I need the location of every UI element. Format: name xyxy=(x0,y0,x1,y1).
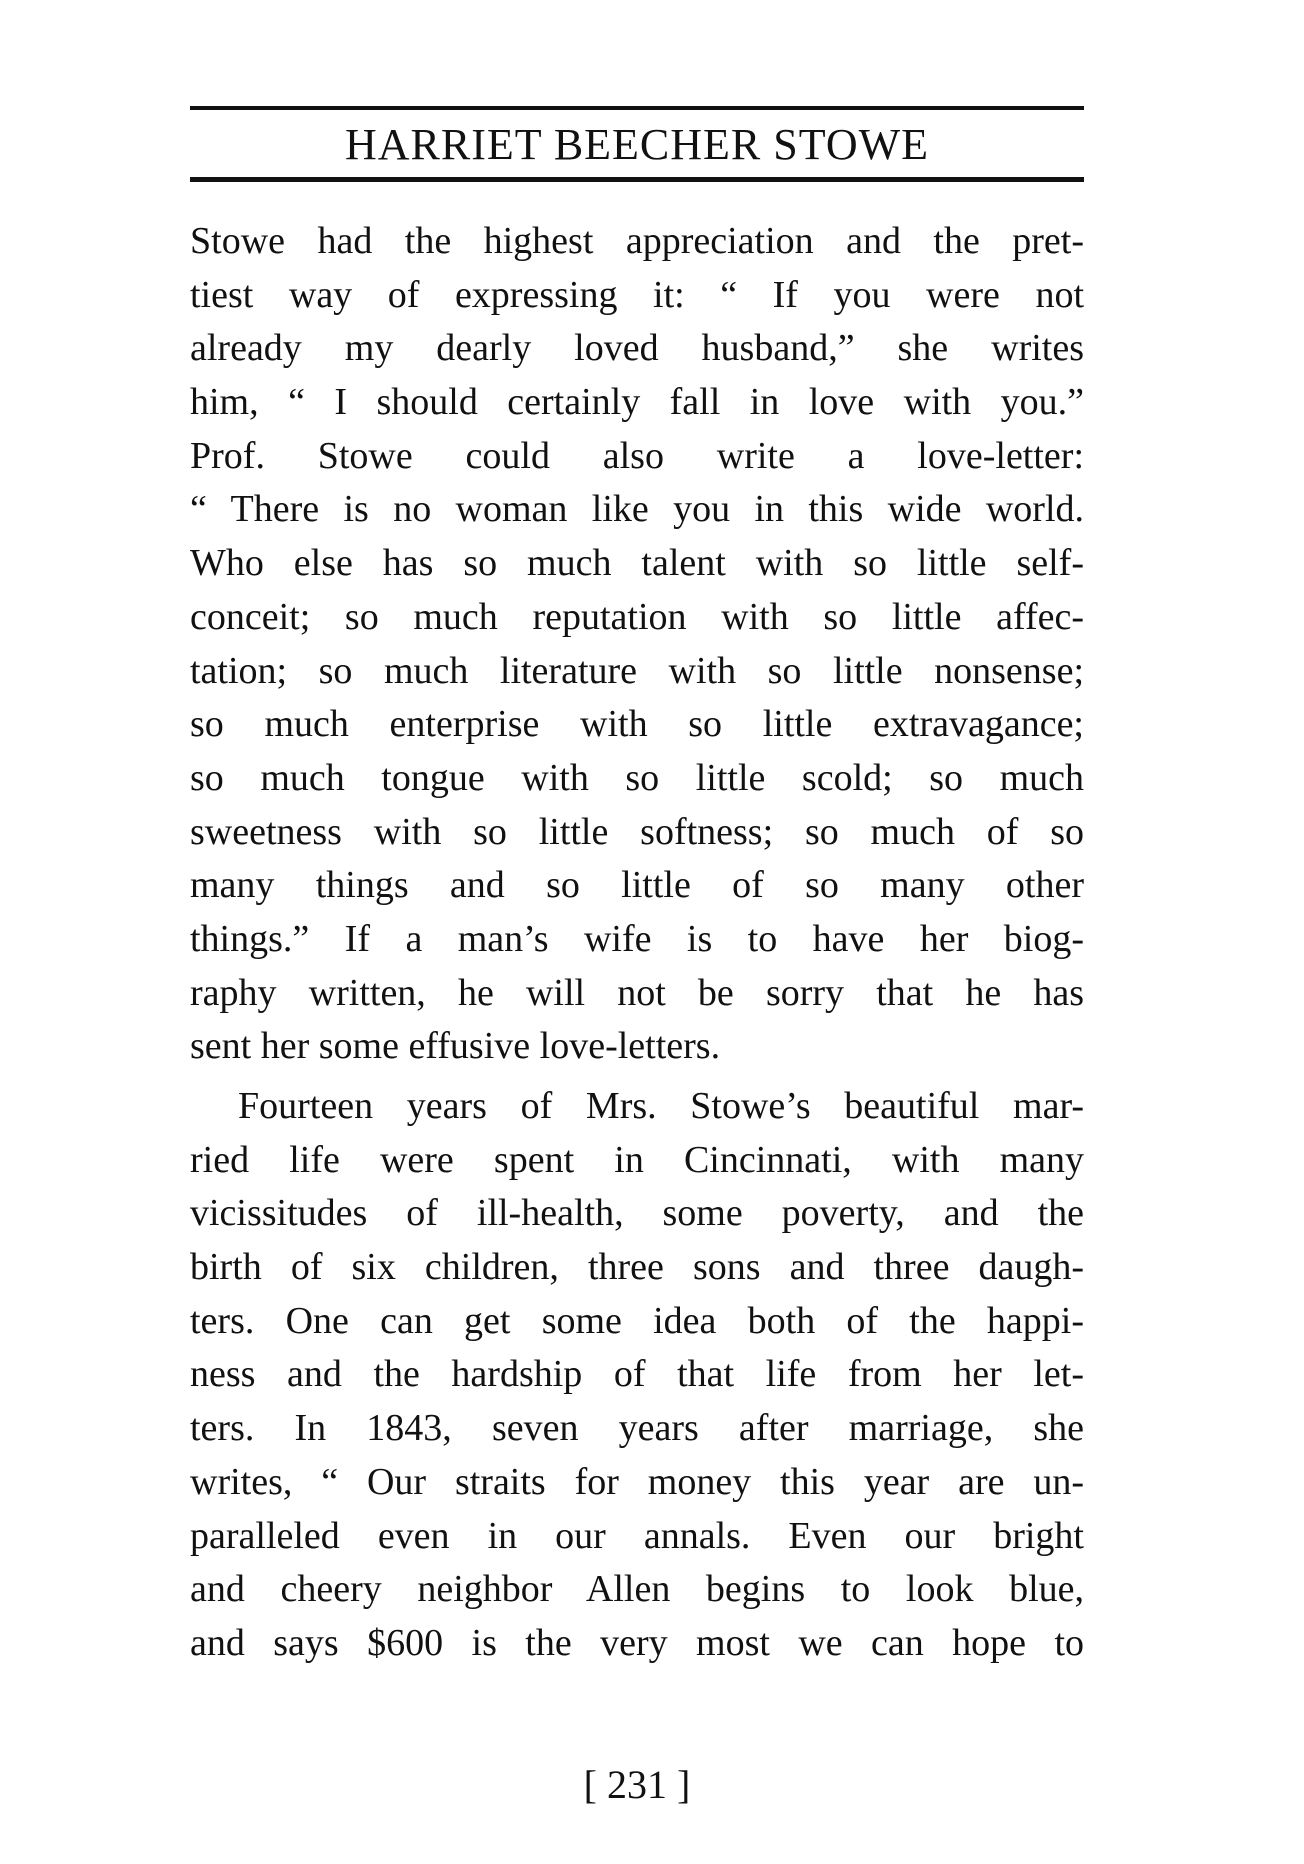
text-line: many things and so little of so many other xyxy=(190,864,1084,907)
text-line: tation; so much literature with so little nonsense; xyxy=(190,649,1084,692)
text-line: ters. In 1843, seven years after marriage, she xyxy=(190,1407,1084,1450)
text-line: ters. One can get some idea both of the happi- xyxy=(190,1299,1084,1342)
text-line: conceit; so much reputation with so little affec- xyxy=(190,595,1084,638)
page-number: [ 231 ] xyxy=(583,1762,691,1807)
text-line: and says $600 is the very most we can hope to xyxy=(190,1621,1084,1664)
text-line: raphy written, he will not be sorry that he has xyxy=(190,971,1084,1014)
text-line: and cheery neighbor Allen begins to look blue, xyxy=(190,1568,1084,1611)
paragraph-2 xyxy=(190,1080,1084,1671)
text-line: paralleled even in our annals. Even our bright xyxy=(190,1514,1084,1557)
text-line: Who else has so much talent with so little self- xyxy=(190,542,1084,585)
text-line: “ There is no woman like you in this wide world. xyxy=(190,488,1084,531)
text-line: things.” If a man’s wife is to have her biog- xyxy=(190,917,1084,960)
text-line: Fourteen years of Mrs. Stowe’s beautiful mar- xyxy=(238,1085,1084,1127)
paragraph-1 xyxy=(190,215,1084,1074)
text-line: birth of six children, three sons and three daugh- xyxy=(190,1246,1084,1289)
text-line: so much enterprise with so little extravagance; xyxy=(190,703,1084,746)
text-line: ried life were spent in Cincinnati, with many xyxy=(190,1138,1084,1181)
text-line: vicissitudes of ill-health, some poverty, and the xyxy=(190,1192,1084,1235)
text-line: already my dearly loved husband,” she writes xyxy=(190,327,1084,370)
body-text xyxy=(190,215,1084,1671)
text-line: writes, “ Our straits for money this year are un- xyxy=(190,1460,1084,1503)
text-line: sweetness with so little softness; so much of so xyxy=(190,810,1084,853)
text-line: so much tongue with so little scold; so much xyxy=(190,756,1084,799)
text-line: him, “ I should certainly fall in love with you.” xyxy=(190,381,1084,424)
text-line: Stowe had the highest appreciation and the pret- xyxy=(190,220,1084,262)
text-line: tiest way of expressing it: “ If you were not xyxy=(190,273,1084,316)
running-header: HARRIET BEECHER STOWE xyxy=(344,120,930,169)
header-rule-bottom xyxy=(190,177,1084,182)
text-line: ness and the hardship of that life from her let- xyxy=(190,1353,1084,1396)
header-rule-top xyxy=(190,106,1084,110)
text-line: Prof. Stowe could also write a love-letter: xyxy=(190,434,1084,477)
text-line: sent her some effusive love-letters. xyxy=(190,1025,721,1068)
